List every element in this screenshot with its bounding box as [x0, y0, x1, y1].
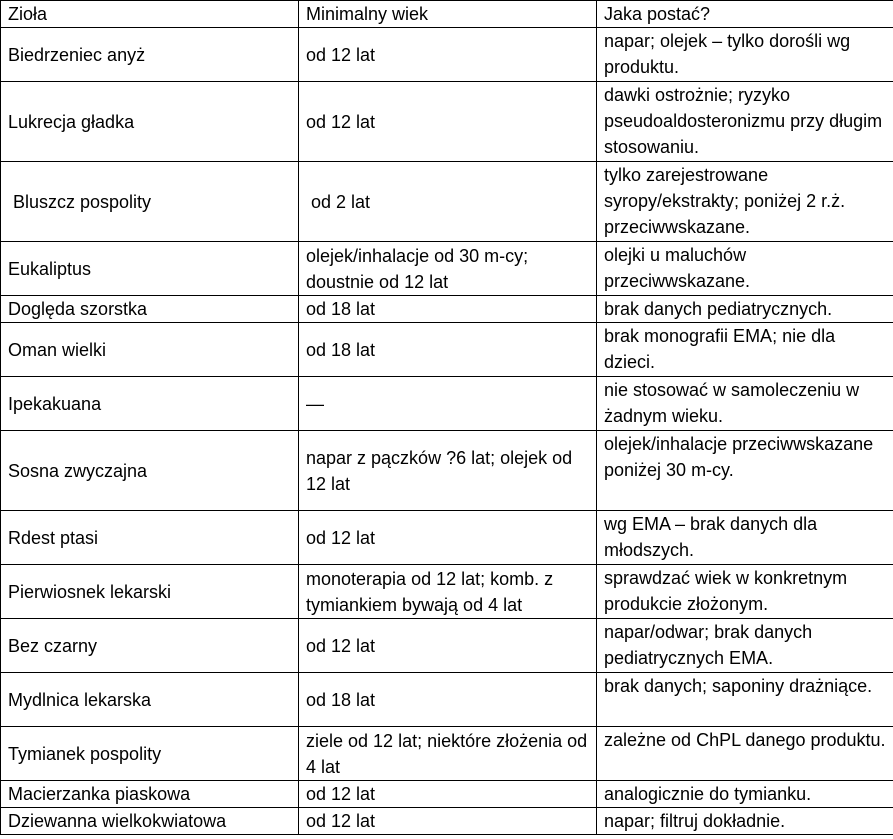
table-row — [1, 323, 893, 377]
cell-form: sprawdzać wiek w konkretnym produkcie złożonym. — [597, 565, 893, 619]
cell-herb: Eukaliptus — [1, 242, 299, 296]
cell-form: tylko zarejestrowane syropy/ekstrakty; poniżej 2 r.ż. przeciwwskazane. — [597, 162, 893, 242]
cell-min-age: olejek/inhalacje od 30 m-cy; doustnie od 12 lat — [299, 242, 597, 296]
header-cell-min-age: Minimalny wiek — [299, 1, 597, 28]
cell-form: dawki ostrożnie; ryzyko pseudoaldosteronizmu przy długim stosowaniu. — [597, 82, 893, 162]
cell-herb: Rdest ptasi — [1, 511, 299, 565]
cell-form: olejek/inhalacje przeciwwskazane poniżej 30 m-cy. — [597, 431, 893, 511]
cell-form: napar; filtruj dokładnie. — [597, 808, 893, 835]
cell-herb: Tymianek pospolity — [1, 727, 299, 781]
cell-form: napar; olejek – tylko dorośli wg produktu. — [597, 28, 893, 82]
cell-min-age: od 18 lat — [299, 296, 597, 323]
cell-herb: Pierwiosnek lekarski — [1, 565, 299, 619]
cell-min-age: od 18 lat — [299, 673, 597, 727]
cell-min-age: od 12 lat — [299, 781, 597, 808]
cell-min-age: od 12 lat — [299, 511, 597, 565]
table-row — [1, 565, 893, 619]
cell-form: brak monografii EMA; nie dla dzieci. — [597, 323, 893, 377]
table-row — [1, 619, 893, 673]
table-row — [1, 431, 893, 511]
cell-herb: Dziewanna wielkokwiatowa — [1, 808, 299, 835]
cell-herb: Bluszcz pospolity — [1, 162, 299, 242]
cell-min-age: napar z pączków ?6 lat; olejek od 12 lat — [299, 431, 597, 511]
table-row — [1, 377, 893, 431]
cell-min-age: od 18 lat — [299, 323, 597, 377]
header-cell-form: Jaka postać? — [597, 1, 893, 28]
cell-herb: Doględa szorstka — [1, 296, 299, 323]
cell-min-age: od 12 lat — [299, 619, 597, 673]
cell-min-age: monoterapia od 12 lat; komb. z tymiankiem bywają od 4 lat — [299, 565, 597, 619]
cell-herb: Mydlnica lekarska — [1, 673, 299, 727]
table-row — [1, 82, 893, 162]
cell-herb: Lukrecja gładka — [1, 82, 299, 162]
table-row — [1, 296, 893, 323]
cell-form: olejki u maluchów przeciwwskazane. — [597, 242, 893, 296]
cell-form: nie stosować w samoleczeniu w żadnym wieku. — [597, 377, 893, 431]
cell-herb: Ipekakuana — [1, 377, 299, 431]
table-row — [1, 511, 893, 565]
cell-herb: Macierzanka piaskowa — [1, 781, 299, 808]
cell-form: zależne od ChPL danego produktu. — [597, 727, 893, 781]
cell-herb: Bez czarny — [1, 619, 299, 673]
cell-min-age: od 12 lat — [299, 808, 597, 835]
cell-min-age: ziele od 12 lat; niektóre złożenia od 4 lat — [299, 727, 597, 781]
table-header-row — [1, 1, 893, 28]
cell-min-age: od 12 lat — [299, 28, 597, 82]
cell-min-age: — — [299, 377, 597, 431]
table-row — [1, 673, 893, 727]
cell-form: brak danych pediatrycznych. — [597, 296, 893, 323]
cell-herb: Oman wielki — [1, 323, 299, 377]
table-row — [1, 162, 893, 242]
cell-form: napar/odwar; brak danych pediatrycznych EMA. — [597, 619, 893, 673]
cell-min-age: od 2 lat — [299, 162, 597, 242]
cell-herb: Sosna zwyczajna — [1, 431, 299, 511]
table-row — [1, 808, 893, 835]
table-row — [1, 781, 893, 808]
table-row — [1, 727, 893, 781]
header-cell-herb: Zioła — [1, 1, 299, 28]
cell-form: wg EMA – brak danych dla młodszych. — [597, 511, 893, 565]
cell-form: analogicznie do tymianku. — [597, 781, 893, 808]
cell-herb: Biedrzeniec anyż — [1, 28, 299, 82]
cell-form: brak danych; saponiny drażniące. — [597, 673, 893, 727]
cell-min-age: od 12 lat — [299, 82, 597, 162]
table-row — [1, 242, 893, 296]
table-row — [1, 28, 893, 82]
